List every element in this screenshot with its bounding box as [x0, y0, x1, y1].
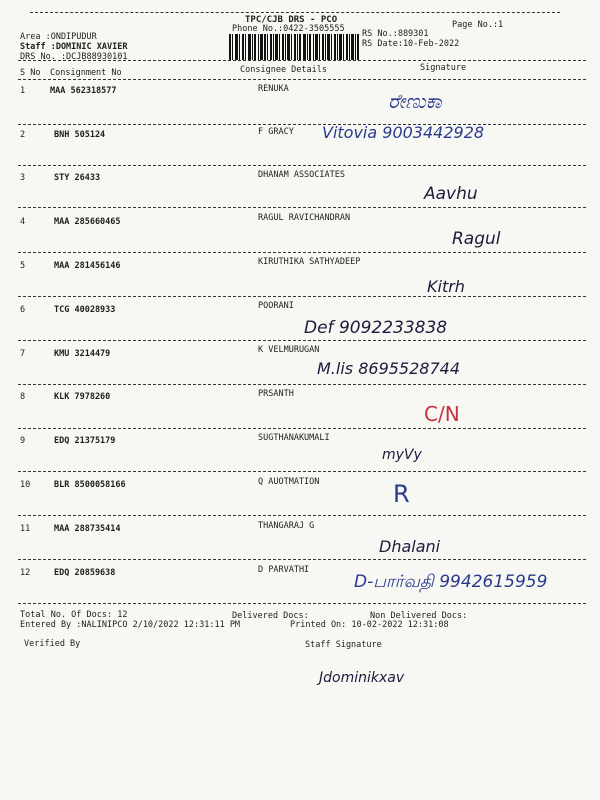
row-consignee: K VELMURUGAN — [258, 345, 320, 355]
area-label: Area :ONDIPUDUR — [20, 32, 97, 42]
signature-text: ರೇಣುಕಾ — [388, 89, 442, 113]
printed-on: Printed On: 10-02-2022 12:31:08 — [290, 620, 449, 630]
row-consignee: PRSANTH — [258, 389, 294, 399]
signature-row-5 — [425, 270, 535, 300]
row-rule — [18, 428, 586, 429]
signature-row-9 — [380, 437, 480, 471]
signature-text: C/N — [424, 402, 460, 426]
row-sno: 6 — [20, 305, 26, 315]
verified-by: Verified By — [24, 639, 81, 649]
row-consignee: RAGUL RAVICHANDRAN — [258, 213, 351, 223]
row-rule — [18, 559, 586, 560]
row-consignee: Q AUOTMATION — [258, 477, 320, 487]
row-sno: 10 — [20, 480, 31, 490]
signature-row-2 — [310, 118, 550, 166]
row-consignment: KMU 3214479 — [54, 349, 111, 359]
barcode-image — [229, 34, 359, 60]
row-consignee: THANGARAJ G — [258, 521, 315, 531]
row-consignment: BLR 8500058166 — [54, 480, 126, 490]
total-docs: Total No. Of Docs: 12 — [20, 610, 128, 620]
header-rule — [18, 60, 586, 61]
row-consignment: STY 26433 — [54, 173, 101, 183]
signature-text: Vitovia 9003442928 — [322, 123, 485, 142]
row-sno: 7 — [20, 349, 26, 359]
row-sno: 9 — [20, 436, 26, 446]
rs-number: RS No.:889301 — [362, 29, 429, 39]
rs-date: RS Date:10-Feb-2022 — [362, 39, 460, 49]
row-sno: 2 — [20, 130, 26, 140]
phone-number: Phone No.:0422-3505555 — [232, 24, 345, 34]
row-sno: 1 — [20, 86, 26, 96]
drs-number: DRS No. :DCJB88930101 — [20, 52, 128, 62]
signature-row-3 — [420, 175, 540, 209]
row-consignment: MAA 285660465 — [54, 217, 121, 227]
row-sno: 8 — [20, 392, 26, 402]
row-consignment: EDQ 20859638 — [54, 568, 116, 578]
row-consignee: POORANI — [258, 301, 294, 311]
row-consignment: MAA 562318577 — [50, 86, 117, 96]
row-sno: 3 — [20, 173, 26, 183]
row-consignment: BNH 505124 — [54, 130, 106, 140]
signature-row-1 — [380, 80, 580, 120]
row-rule — [18, 471, 586, 472]
signature-row-11 — [375, 528, 495, 562]
non-delivered-docs: Non Delivered Docs: — [370, 611, 468, 621]
signature-text: Jdominikxav — [319, 670, 405, 686]
row-consignment: MAA 281456146 — [54, 261, 121, 271]
signature-text: R — [393, 480, 410, 508]
signature-text: Def 9092233838 — [304, 318, 448, 338]
signature-row-10 — [385, 470, 455, 512]
row-rule — [18, 252, 586, 253]
col-sno: S No — [20, 68, 41, 78]
row-consignment: MAA 288735414 — [54, 524, 121, 534]
entered-by: Entered By :NALINIPCO 2/10/2022 12:31:11 PM — [20, 620, 241, 630]
row-sno: 4 — [20, 217, 26, 227]
signature-text: Aavhu — [424, 184, 478, 204]
row-consignee: KIRUTHIKA SATHYADEEP — [258, 257, 361, 267]
row-consignee: RENUKA — [258, 84, 289, 94]
signature-row-6 — [300, 305, 510, 345]
top-rule — [30, 12, 560, 13]
signature-text: M.lis 8695528744 — [317, 359, 460, 378]
page-number: Page No.:1 — [452, 20, 504, 30]
signature-row-12 — [350, 563, 580, 613]
signature-row-8 — [420, 395, 500, 429]
signature-text: Dhalani — [379, 537, 441, 556]
signature-text: Kitrh — [427, 277, 465, 296]
col-consignee: Consignee Details — [240, 65, 327, 75]
signature-row-7 — [315, 348, 560, 388]
delivered-docs: Delivered Docs: — [232, 611, 309, 621]
row-consignee: D PARVATHI — [258, 565, 310, 575]
row-sno: 12 — [20, 568, 31, 578]
col-signature: Signature — [420, 63, 467, 73]
row-sno: 11 — [20, 524, 31, 534]
staff-signature-label: Staff Signature — [305, 640, 382, 650]
row-consignee: F GRACY — [258, 127, 294, 137]
document-title: TPC/CJB DRS - PCO — [245, 15, 338, 25]
signature-row-4 — [450, 222, 540, 252]
staff-label: Staff :DOMINIC XAVIER — [20, 42, 128, 52]
row-consignment: KLK 7978260 — [54, 392, 111, 402]
signature-text: D-பார்வதி 9942615959 — [354, 572, 548, 592]
row-consignee: DHANAM ASSOCIATES — [258, 170, 345, 180]
row-rule — [18, 515, 586, 516]
row-consignment: EDQ 21375179 — [54, 436, 116, 446]
row-consignee: SUGTHANAKUMALI — [258, 433, 330, 443]
row-sno: 5 — [20, 261, 26, 271]
signature-text: myVy — [382, 447, 422, 463]
col-consignment: Consignment No — [50, 68, 122, 78]
staff-signature — [315, 660, 445, 694]
row-consignment: TCG 40028933 — [54, 305, 116, 315]
signature-text: Ragul — [452, 229, 501, 249]
